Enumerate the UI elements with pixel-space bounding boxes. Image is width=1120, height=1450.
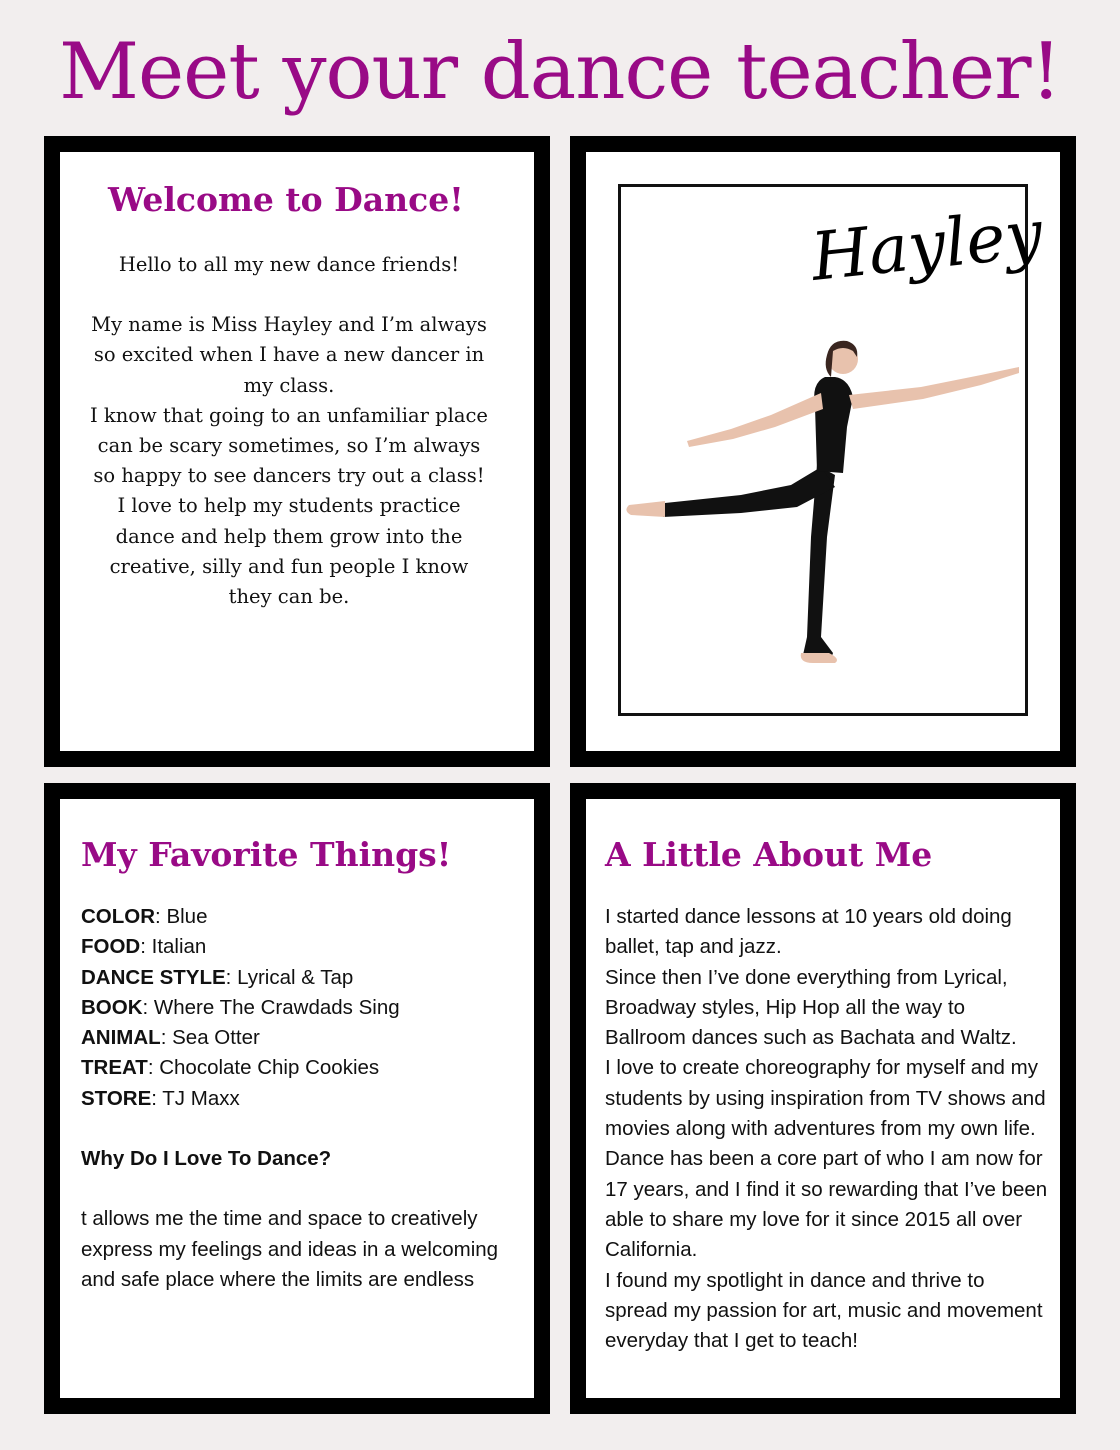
signature: Hayley [807, 195, 1047, 296]
favorite-value: Chocolate Chip Cookies [159, 1056, 380, 1080]
about-heading: A Little About Me [605, 835, 933, 874]
favorite-label: BOOK [81, 995, 143, 1019]
favorite-item: COLOR: Blue [81, 905, 208, 928]
about-paragraph: I love to create choreography for myself and my students by using inspiration from TV shows and movies along with adventures from my own life. [605, 1056, 1046, 1141]
dancer-left-arm [687, 393, 823, 447]
favorite-value: Blue [166, 905, 208, 928]
welcome-paragraph: My name is Miss Hayley and I’m always so excited when I have a new dancer in my class. [91, 313, 487, 397]
favorite-value: TJ Maxx [162, 1086, 240, 1110]
favorite-item: FOOD: Italian [81, 935, 207, 959]
favorite-value: Italian [151, 935, 207, 959]
favorite-label: STORE [81, 1086, 152, 1110]
favorite-item: BOOK: Where The Crawdads Sing [81, 995, 400, 1019]
welcome-paragraph: I love to help my students practice dance and help them grow into the creative, silly and fun people I know they can be. [109, 494, 469, 609]
favorite-item: ANIMAL: Sea Otter [81, 1026, 260, 1050]
favorite-value: Sea Otter [172, 1026, 260, 1050]
why-text: t allows me the time and space to creatively express my feelings and ideas in a welcoming and safe place where the limits are endless [81, 1207, 499, 1291]
favorites-heading: My Favorite Things! [81, 835, 452, 874]
welcome-card-body [60, 152, 534, 751]
about-paragraph: I started dance lessons at 10 years old doing ballet, tap and jazz. [605, 905, 1012, 959]
photo-card [570, 136, 1076, 767]
photo-card-body [586, 152, 1060, 751]
dancer-extended-leg [663, 467, 835, 517]
favorite-label: ANIMAL [81, 1026, 161, 1050]
favorites-card [44, 783, 550, 1414]
why-label: Why Do I Love To Dance? [81, 1147, 332, 1171]
favorite-label: COLOR [81, 905, 156, 928]
dancer-extended-foot [626, 501, 665, 517]
favorite-label: DANCE STYLE [81, 965, 226, 989]
about-paragraph: Dance has been a core part of who I am now for 17 years, and I find it so rewarding that I’ve been able to share my love for it since 2015 all over California. [605, 1147, 1048, 1262]
favorite-item: STORE: TJ Maxx [81, 1086, 240, 1110]
favorite-value: Lyrical & Tap [237, 965, 354, 989]
favorite-item: DANCE STYLE: Lyrical & Tap [81, 965, 354, 989]
dancer-photo [621, 337, 1025, 677]
about-text [605, 902, 1050, 1356]
about-card-body [586, 799, 1060, 1398]
favorite-label: FOOD [81, 935, 141, 959]
welcome-paragraph: I know that going to an unfamiliar place can be scary sometimes, so I’m always so happy to see dancers try out a class! [90, 403, 488, 488]
about-paragraph: Since then I’ve done everything from Lyrical, Broadway styles, Hip Hop all the way to Ballroom dances such as Bachata and Waltz. [605, 965, 1017, 1050]
dancer-foot [801, 653, 837, 663]
about-card [570, 783, 1076, 1414]
favorite-item: TREAT: Chocolate Chip Cookies [81, 1056, 380, 1080]
favorites-card-body [60, 799, 534, 1398]
page-title: Meet your dance teacher! [59, 27, 1061, 117]
favorite-label: TREAT [81, 1056, 148, 1080]
welcome-heading: Welcome to Dance! [108, 180, 464, 219]
dancer-right-arm [849, 367, 1019, 409]
favorite-value: Where The Crawdads Sing [153, 995, 400, 1019]
welcome-greeting: Hello to all my new dance friends! [118, 253, 460, 276]
dancer-torso [814, 377, 853, 473]
favorites-list [81, 902, 521, 1295]
about-paragraph: I found my spotlight in dance and thrive to spread my passion for art, music and movement everyday that I get to teach! [605, 1268, 1043, 1353]
welcome-text [88, 250, 490, 612]
welcome-card [44, 136, 550, 767]
photo-frame [618, 184, 1047, 716]
